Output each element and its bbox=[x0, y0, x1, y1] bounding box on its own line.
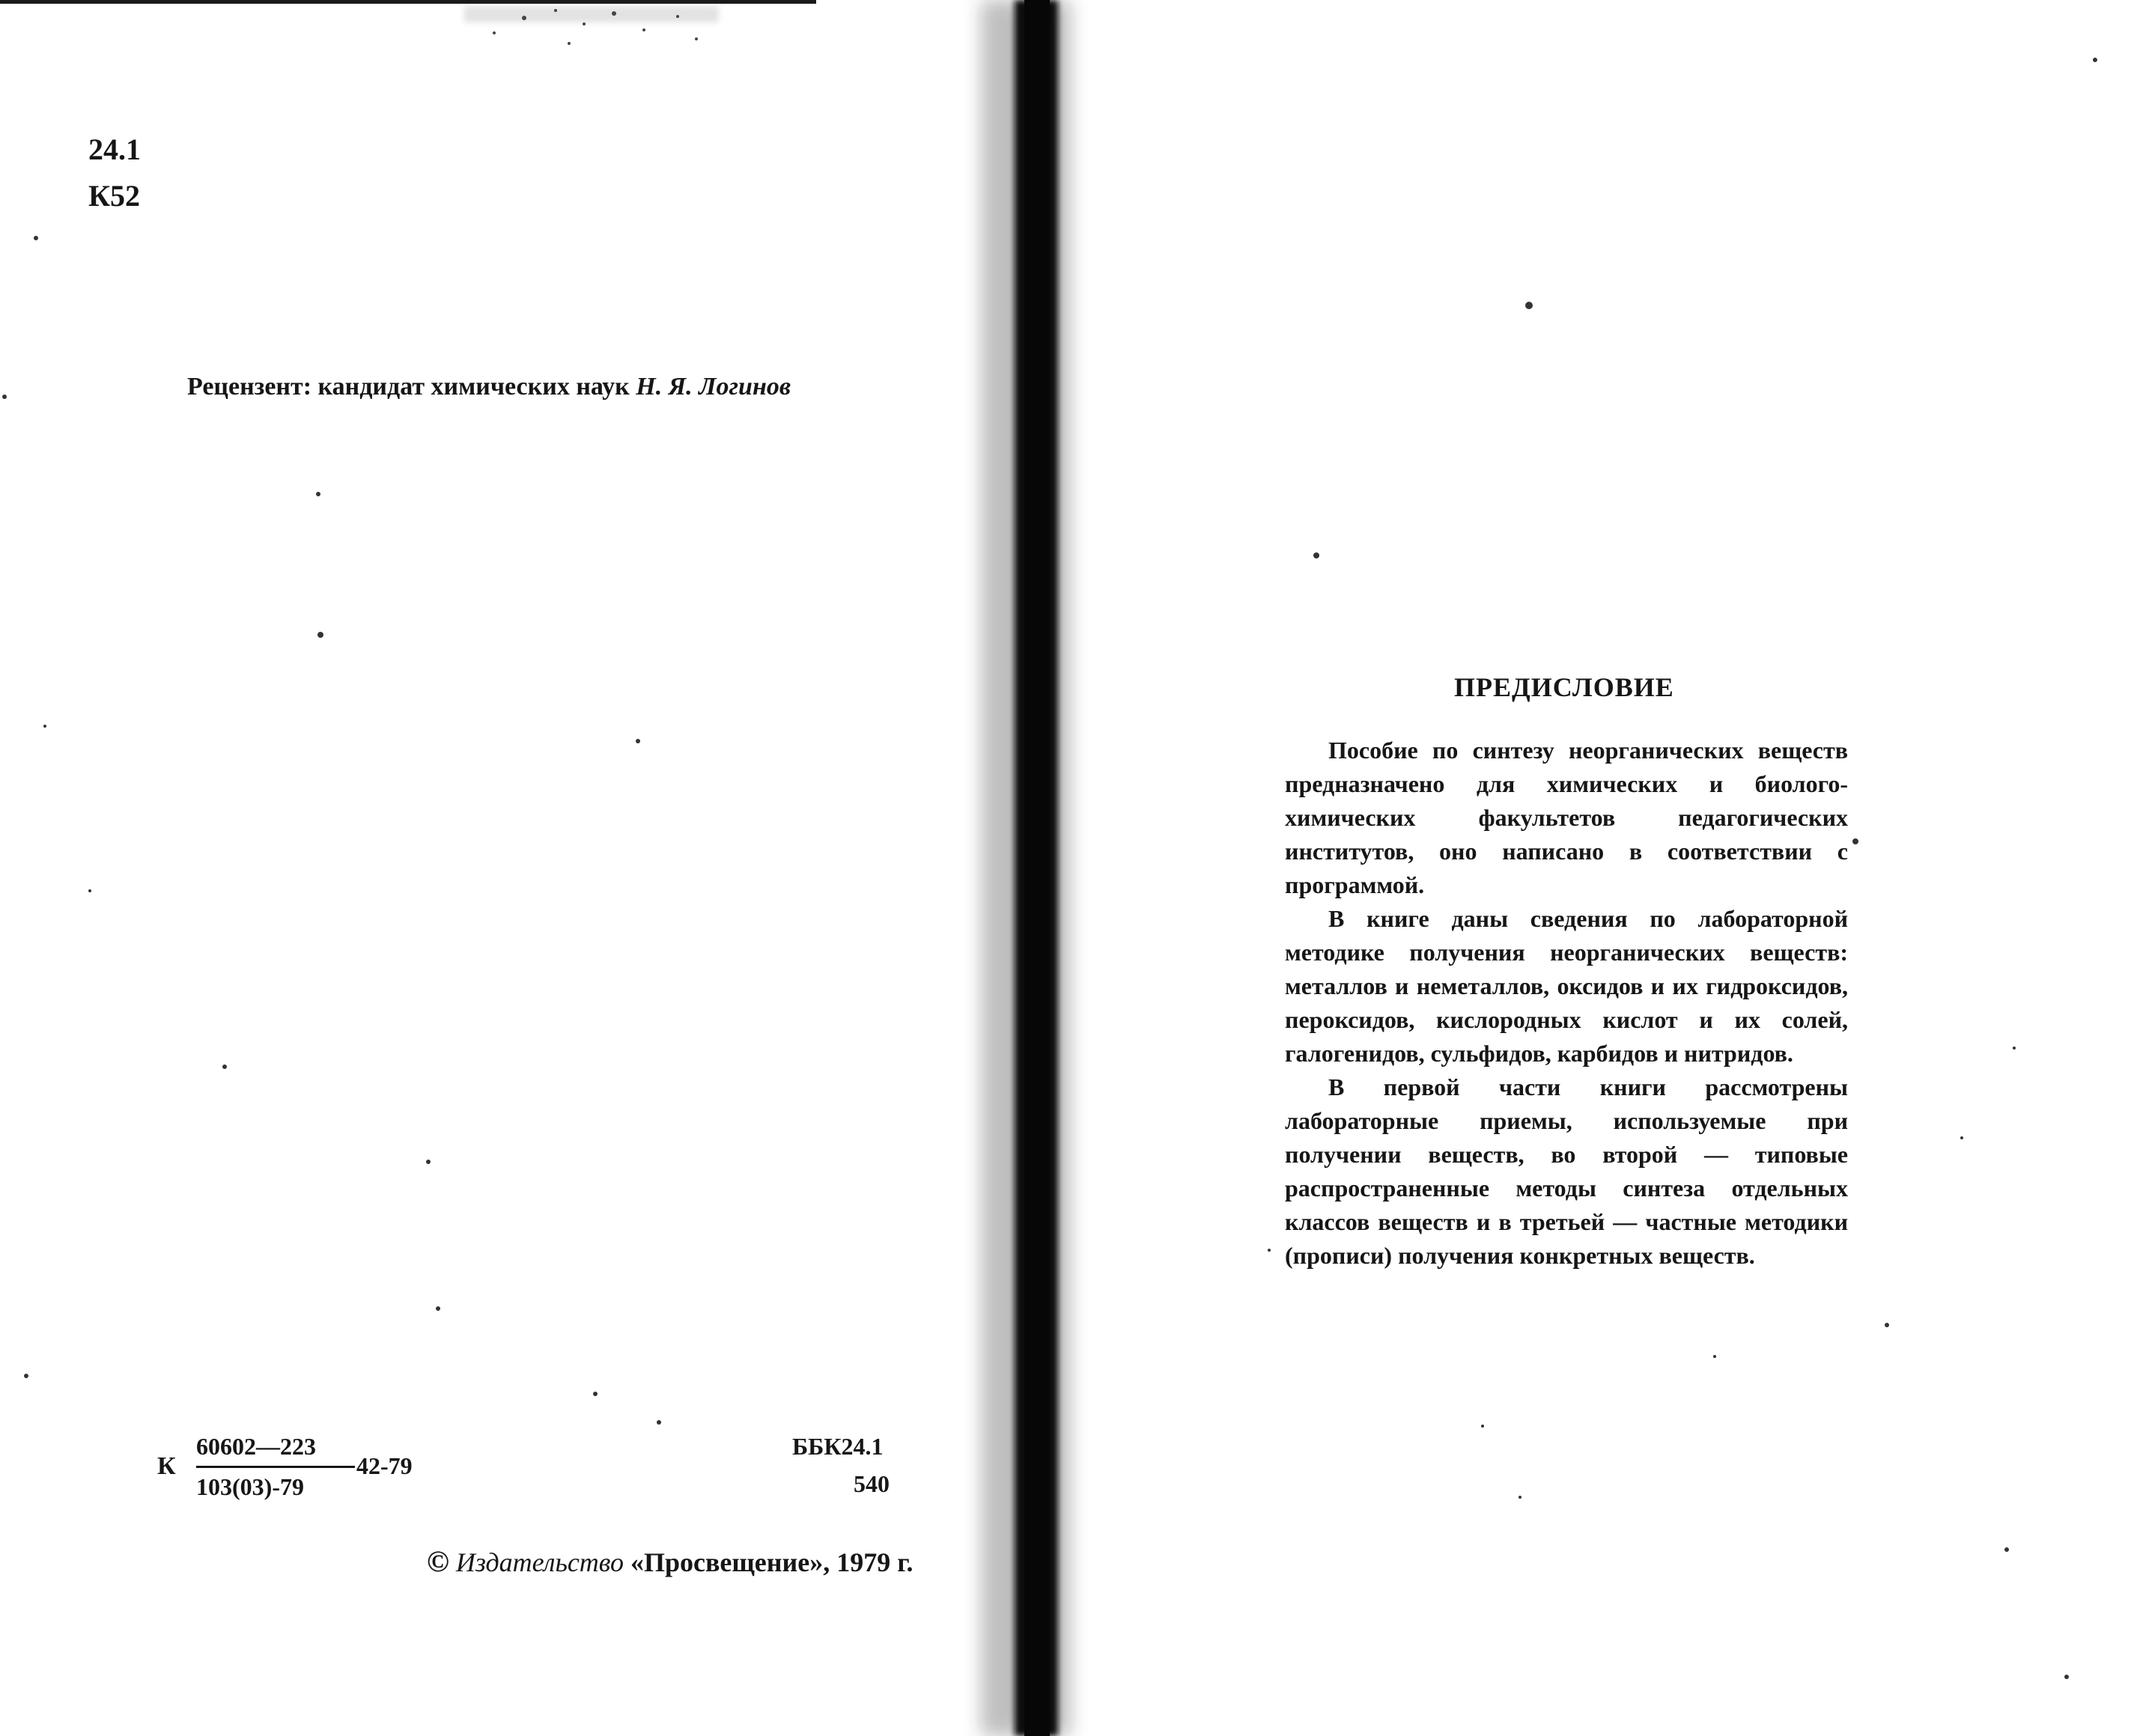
publisher-code-numerator: 60602—223 bbox=[196, 1433, 316, 1460]
bbk-number: 540 bbox=[854, 1470, 890, 1497]
reviewer-line bbox=[187, 374, 791, 400]
preface-body bbox=[1285, 734, 1848, 1273]
publisher-code-letter: К bbox=[157, 1452, 176, 1480]
author-mark: К52 bbox=[88, 179, 141, 213]
publisher-name: «Просвещение», bbox=[630, 1547, 830, 1577]
copyright-year: 1979 г. bbox=[836, 1547, 913, 1577]
preface-paragraph-1: Пособие по синтезу неорганических веществ предназначено для химических и биолого-химических факультетов педагогических институтов, оно написано в соответствии с программой. bbox=[1285, 737, 1848, 898]
top-edge-line bbox=[0, 0, 816, 4]
preface-paragraph-2: В книге даны сведения по лабораторной методике получения неорганических веществ: металлов и неметаллов, оксидов и их гидроксидов, пероксидов, кислородных кислот и их солей, галогенидов, сульфидов, карбидов и нитридов. bbox=[1285, 905, 1848, 1067]
preface-paragraph-3: В первой части книги рассмотрены лабораторные приемы, используемые при получении веществ, во второй — типовые распространенные методы синтеза отдельных классов веществ и в третьей — частные методики (прописи) получения конкретных веществ. bbox=[1285, 1073, 1848, 1269]
gutter-shadow bbox=[981, 0, 1071, 1736]
publisher-code-suffix: 42-79 bbox=[356, 1452, 413, 1479]
copyright-sign: © bbox=[427, 1544, 449, 1578]
preface-heading: ПРЕДИСЛОВИЕ bbox=[1454, 672, 1674, 702]
udc-class-code: 24.1 bbox=[88, 133, 141, 166]
publisher-word: Издательство bbox=[455, 1547, 624, 1577]
reviewer-prefix: Рецензент: кандидат химических наук bbox=[187, 373, 630, 401]
publisher-code-denominator: 103(03)-79 bbox=[196, 1473, 304, 1500]
reviewer-name: Н. Я. Логинов bbox=[636, 373, 791, 401]
fraction-bar bbox=[196, 1466, 355, 1468]
copyright-line bbox=[427, 1544, 913, 1578]
bbk-code: ББК24.1 bbox=[792, 1433, 884, 1460]
